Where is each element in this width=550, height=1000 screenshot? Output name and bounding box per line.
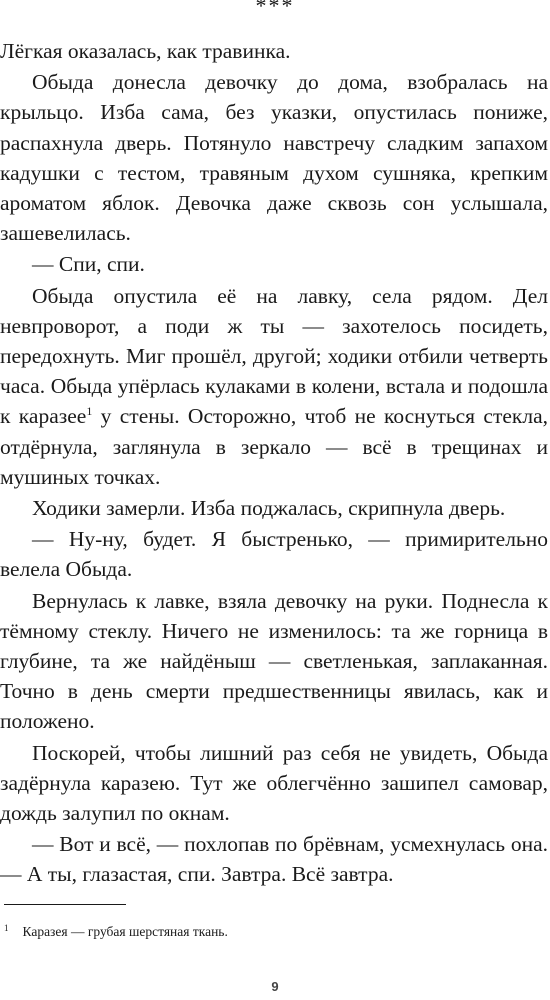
footnote bbox=[4, 919, 544, 941]
footnote-divider bbox=[4, 904, 126, 905]
paragraph: — Ну-ну, будет. Я быстренько, — примирительно велела Обыда. bbox=[0, 527, 548, 582]
section-separator: *** bbox=[255, 0, 295, 18]
paragraph: Ходики замерли. Изба поджалась, скрипнула дверь. bbox=[32, 496, 506, 521]
paragraph: — Вот и всё, — похлопав по брёвнам, усмехнулась она. — А ты, глазастая, спи. Завтра. Всё завтра. bbox=[0, 832, 548, 887]
footnote-number: 1 bbox=[4, 923, 9, 933]
paragraph: Лёгкая оказалась, как травинка. bbox=[0, 39, 291, 63]
footnote-text: Каразея — грубая шерстяная ткань. bbox=[22, 924, 228, 939]
paragraph: Поскорей, чтобы лишний раз себя не увидеть, Обыда задёрнула каразею. Тут же облегчённо зашипел самовар, дождь залупил по окнам. bbox=[0, 740, 548, 826]
paragraph bbox=[0, 281, 548, 492]
page-number: 9 bbox=[271, 979, 279, 994]
footnote-reference[interactable]: 1 bbox=[86, 404, 93, 419]
paragraph: — Спи, спи. bbox=[32, 252, 145, 277]
paragraph: Вернулась к лавке, взяла девочку на руки. Поднесла к тёмному стеклу. Ничего не изменилось: та же горница в глубине, та же найдёныш — светленькая, заплаканная. Точно в день смерти предшественницы явилась, как и положено. bbox=[0, 588, 548, 734]
paragraph-text: Обыда упёрлась кулаками в колени, встала и подошла к каразее bbox=[0, 374, 548, 429]
paragraph-text: у стены. Осторожно, чтоб не коснуться стекла, отдёрнула, заглянула в зеркало — всё в трещинах и мушиных точках. bbox=[0, 404, 548, 489]
paragraph: Обыда донесла девочку до дома, взобралась на крыльцо. Изба сама, без указки, опустилась пониже, распахнула дверь. Потянуло навстречу сладким запахом кадушки с тестом, травяным духом сушняка, крепким ароматом яблок. Девочка даже сквозь сон услышала, зашевелилась. bbox=[0, 70, 548, 246]
body-text bbox=[0, 36, 548, 890]
paragraph-text: Обыда опустила её на лавку, села рядом. Дел невпроворот, а поди ж ты — захотелось посидеть, передохнуть. Миг прошёл, другой; ходики отбили четверть часа. bbox=[0, 283, 548, 399]
